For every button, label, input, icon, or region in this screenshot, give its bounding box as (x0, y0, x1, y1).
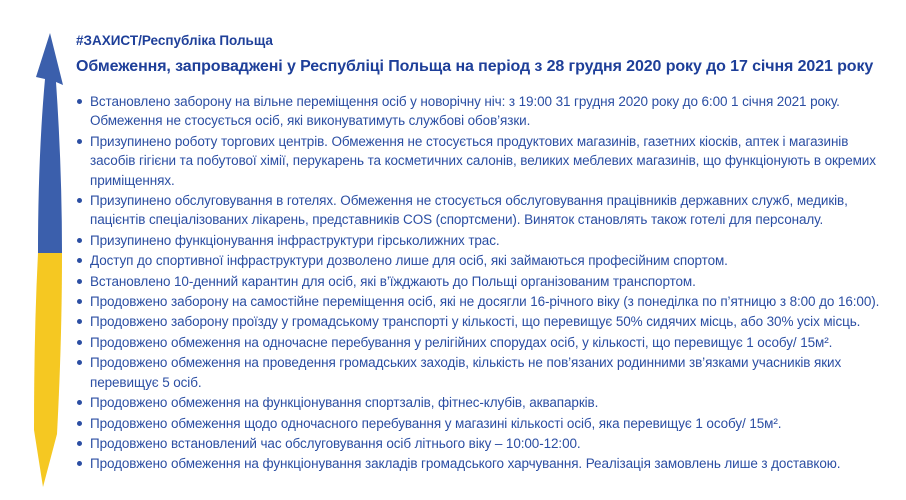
list-item (76, 272, 896, 291)
list-item (76, 333, 896, 352)
list-item-text: Продовжено обмеження щодо одночасного перебування у магазині кількості осіб, яка перевищує 1 особу/ 15м². (90, 415, 782, 431)
hashtag-heading: #ЗАХИСТ/Республіка Польща (76, 33, 273, 48)
bullet-dot (77, 99, 82, 104)
list-item-text: Продовжено обмеження на функціонування спортзалів, фітнес-клубів, аквапарків. (90, 395, 599, 411)
bullet-dot (77, 299, 82, 304)
list-item-text: Призупинено роботу торгових центрів. Обмеження не стосується продуктових магазинів, газетних кіосків, аптек і магазинів засобів гігієни та побутової хімії, перукарень та косметичних салонів, великих меблевих магазинів, що функціонують в окремих приміщеннях. (90, 133, 876, 188)
list-item-text: Встановлено заборону на вільне переміщення осіб у новорічну ніч: з 19:00 31 грудня 2020 року до 6:00 1 січня 2021 року. Обмеження не стосується осіб, які виконуватимуть службові обов’язки. (90, 94, 840, 129)
list-item-text: Продовжено встановлений час обслуговування осіб літнього віку – 10:00-12:00. (90, 435, 581, 451)
list-item (76, 92, 896, 131)
list-item (76, 292, 896, 311)
bullet-dot (77, 400, 82, 405)
list-item (76, 454, 896, 473)
list-item (76, 434, 896, 453)
list-item (76, 191, 896, 230)
list-item (76, 353, 896, 392)
list-item (76, 414, 896, 433)
list-item-text: Продовжено заборону проїзду у громадському транспорті у кількості, що перевищує 50% сидячих місць, або 30% усіх місць. (90, 314, 861, 330)
list-item-text: Продовжено заборону на самостійне переміщення осіб, які не досягли 16-річного віку (з понеділка по п’ятницю з 8:00 до 16:00). (90, 294, 880, 310)
list-item (76, 251, 896, 270)
bullet-dot (77, 238, 82, 243)
list-item-text: Продовжено обмеження на функціонування закладів громадського харчування. Реалізація замовлень лише з доставкою. (90, 456, 841, 472)
list-item (76, 231, 896, 250)
list-item-text: Призупинено функціонування інфраструктури гірськолижних трас. (90, 232, 500, 248)
bullet-dot (77, 340, 82, 345)
bullet-dot (77, 461, 82, 466)
ribbon-blue-arrow (36, 33, 63, 253)
bullet-dot (77, 421, 82, 426)
content-area (76, 32, 896, 475)
bullet-dot (77, 360, 82, 365)
bullet-dot (77, 319, 82, 324)
page-title: Обмеження, запроваджені у Республіці Польща на період з 28 грудня 2020 року до 17 січня 2021 року (76, 58, 874, 75)
bullet-dot (77, 139, 82, 144)
bullet-dot (77, 279, 82, 284)
list-item-text: Продовжено обмеження на одночасне перебування у релігійних спорудах осіб, у кількості, що перевищує 1 особу/ 15м². (90, 334, 833, 350)
bullet-dot (77, 258, 82, 263)
bullet-dot (77, 441, 82, 446)
list-item (76, 132, 896, 190)
bullet-dot (77, 198, 82, 203)
list-item (76, 312, 896, 331)
ukraine-ribbon-icon (6, 22, 72, 492)
list-item-text: Продовжено обмеження на проведення громадських заходів, кількість не пов’язаних родинними зв’язками учасників яких перевищує 5 осіб. (90, 355, 842, 390)
list-item-text: Доступ до спортивної інфраструктури дозволено лише для осіб, які займаються професійним спортом. (90, 253, 728, 269)
restrictions-list (76, 92, 896, 474)
list-item (76, 393, 896, 412)
list-item-text: Призупинено обслуговування в готелях. Обмеження не стосується обслуговування працівників державних служб, медиків, пацієнтів спеціалізованих лікарень, представників COS (спортсмени). Виняток становлять також готелі для персоналу. (90, 193, 848, 228)
ribbon-yellow-arrow (34, 253, 62, 487)
list-item-text: Встановлено 10-денний карантин для осіб, які в’їжджають до Польщі організованим транспортом. (90, 273, 696, 289)
